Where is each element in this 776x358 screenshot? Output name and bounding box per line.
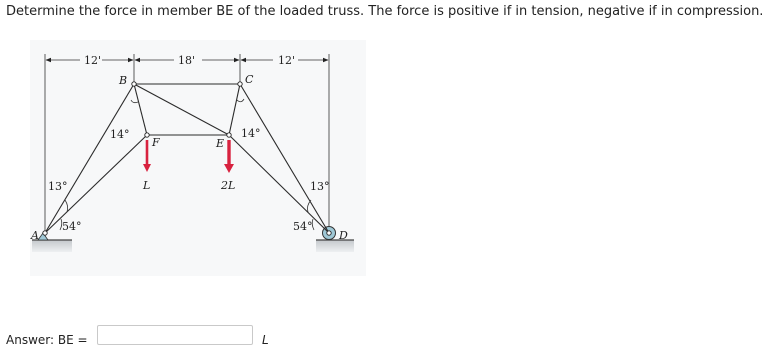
dim-label-middle: 18': [178, 54, 196, 67]
truss-figure: [30, 40, 366, 276]
answer-row: [6, 325, 306, 347]
joint-label-a: A: [31, 229, 39, 242]
joint-label-c: C: [245, 73, 254, 86]
answer-label: Answer: BE =: [6, 333, 88, 347]
angle-label-a-lower: 54°: [62, 220, 82, 233]
dim-label-left: 12': [84, 54, 102, 67]
load-label-f: L: [143, 179, 151, 192]
joint-a: [43, 231, 47, 235]
angle-label-c: 14°: [241, 127, 261, 140]
truss-diagram: [30, 40, 366, 276]
joint-label-d: D: [339, 229, 348, 242]
joint-f: [145, 133, 149, 137]
answer-unit: L: [262, 333, 269, 347]
angle-label-d-lower: 54°: [293, 220, 313, 233]
angle-label-a-upper: 13°: [48, 180, 68, 193]
joint-label-e: E: [216, 137, 225, 150]
angle-label-d-upper: 13°: [310, 180, 330, 193]
joint-label-f: F: [152, 136, 160, 149]
angle-label-b: 14°: [110, 128, 130, 141]
joint-label-b: B: [119, 74, 128, 87]
dim-label-right: 12': [278, 54, 296, 67]
figure-background: [30, 40, 366, 276]
joint-b: [132, 82, 136, 86]
joint-e: [227, 133, 231, 137]
load-label-e: 2L: [221, 179, 236, 192]
joint-c: [238, 82, 242, 86]
joint-d: [327, 231, 331, 235]
ground-right: [316, 240, 354, 252]
question-text: Determine the force in member BE of the loaded truss. The force is positive if in tension, negative if in compression.: [6, 4, 764, 19]
answer-input[interactable]: [97, 325, 253, 345]
